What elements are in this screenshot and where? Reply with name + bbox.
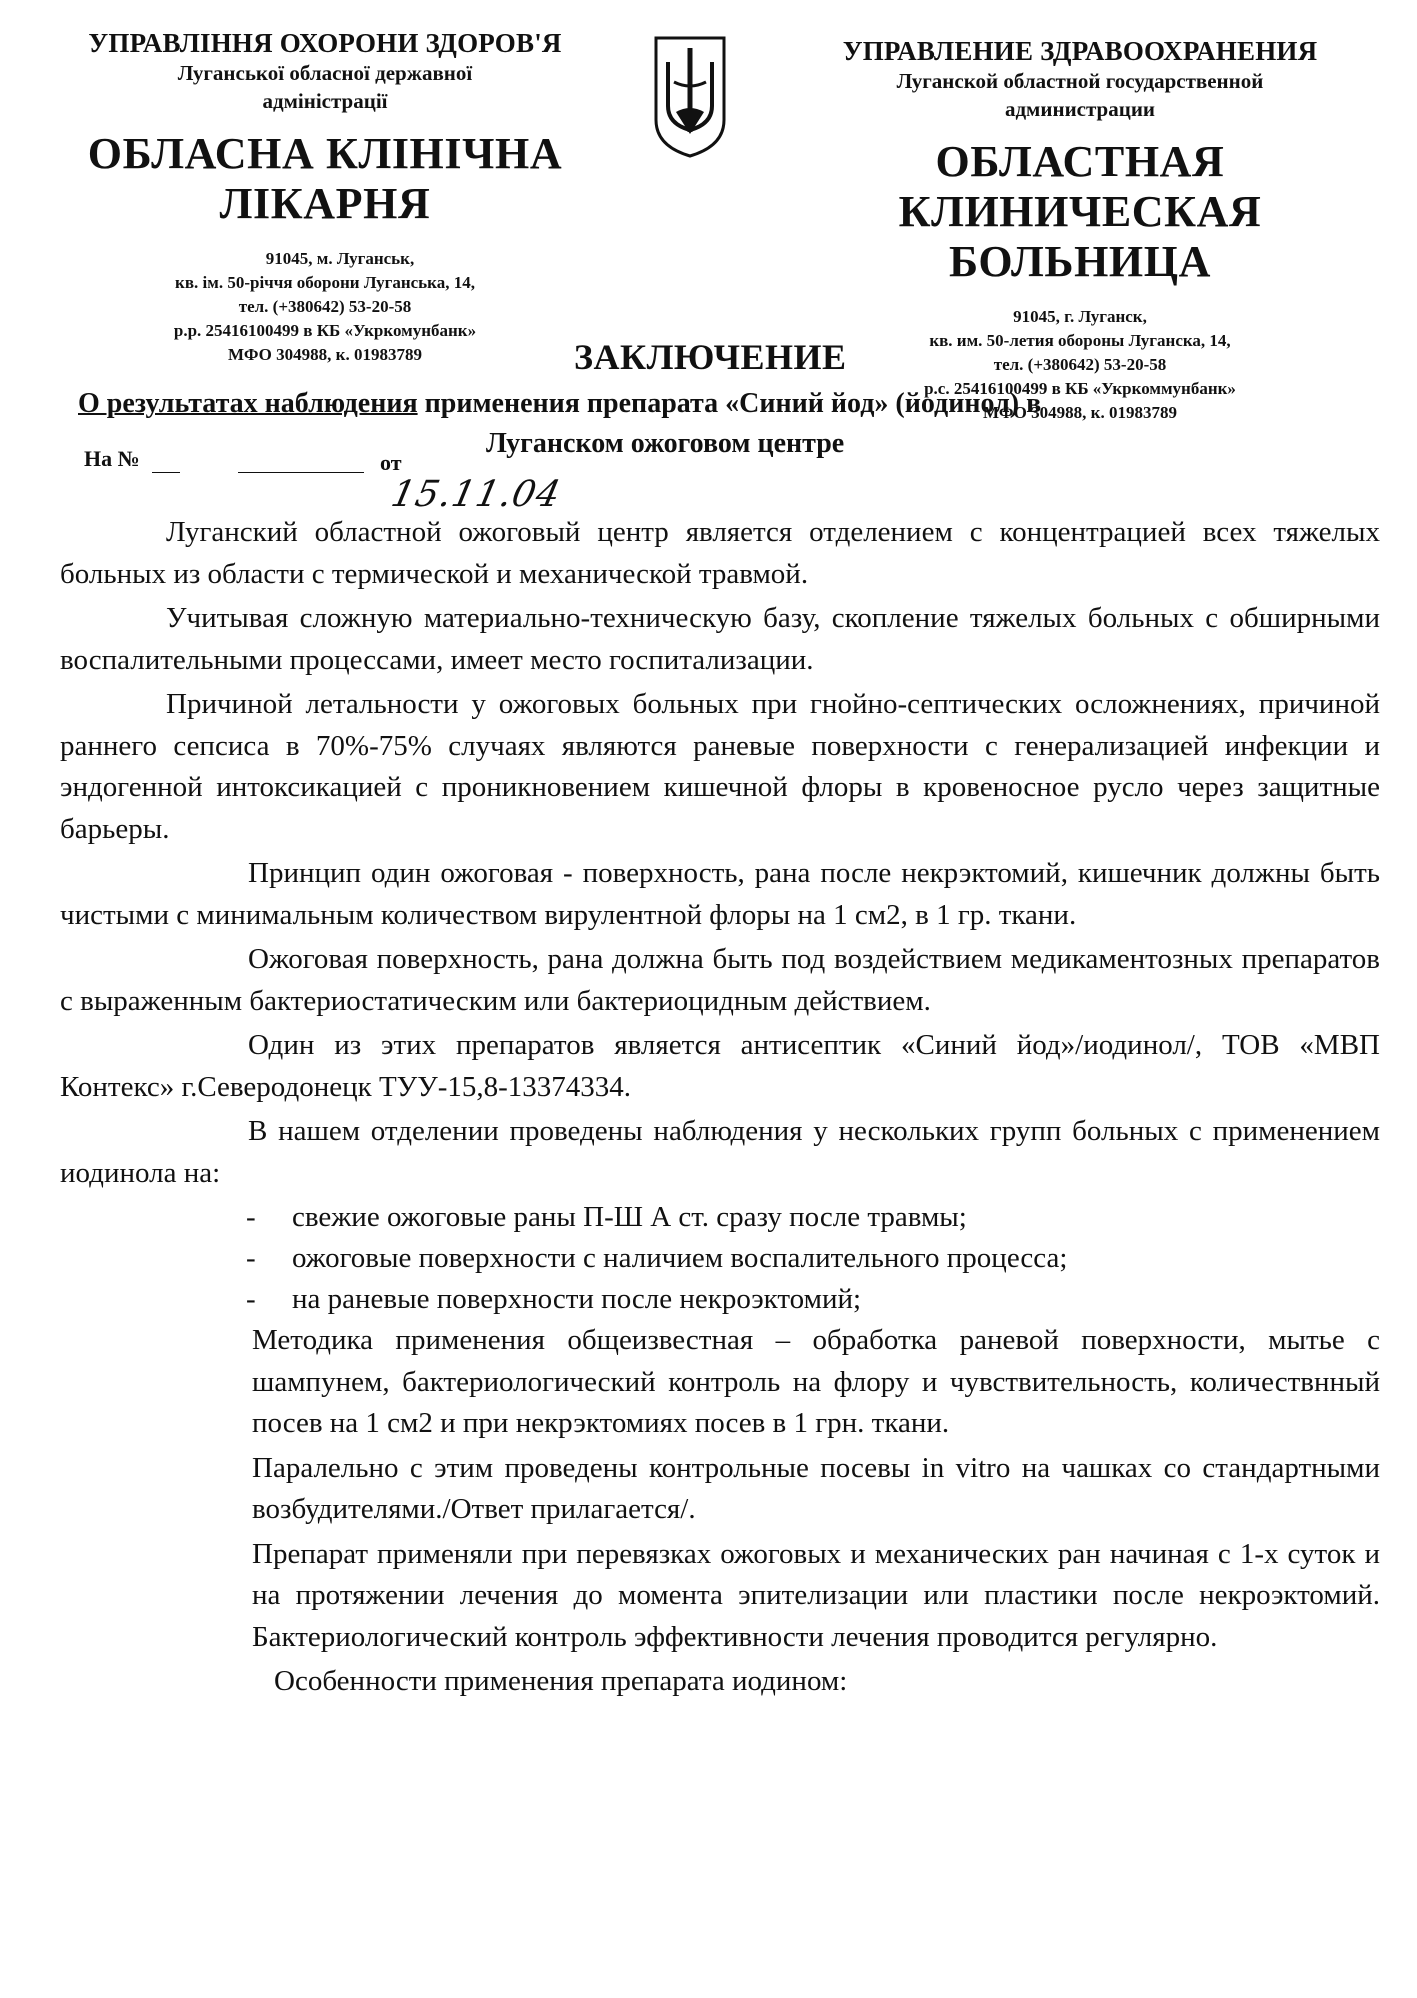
paragraph-9: Паралельно с этим проведены контрольные посевы in vitro на чашках со стандартными возбудителями./Ответ прилагается/. — [252, 1451, 1380, 1525]
right-sub2: администрации — [1004, 97, 1156, 121]
subject-rest: применения препарата «Синий йод» (йодинол) в — [424, 388, 1042, 419]
paragraph-8: Методика применения общеизвестная – обработка раневой поверхности, мытье с шампунем, бактериологический контроль на флору и чувствительность, количествнный посев на 1 см2 и при некрэктомиях посев в 1 грн. ткани. — [252, 1324, 1380, 1439]
subject-line-1 — [78, 388, 1041, 420]
right-addr5: МФО 304988, к. 01983789 — [983, 403, 1177, 422]
paragraph-3: Причиной летальности у ожоговых больных при гнойно-септических осложнениях, причиной раннего сепсиса в 70%-75% случаях являются раневые поверхности с генерализацией инфекции и эндогенной интоксикацией с проникновением кишечной флоры в кровеносное русло через защитные барьеры. — [60, 688, 1380, 845]
list-item: - на раневые поверхности после некроэктомий; — [240, 1279, 1380, 1320]
left-hospital-name — [50, 129, 600, 229]
right-hospital-name — [760, 137, 1400, 287]
right-addr4: р.с. 25416100499 в КБ «Укркоммунбанк» — [924, 379, 1236, 398]
paragraph-6: Один из этих препаратов является антисептик «Синий йод»/иодинол/, ТОВ «МВП Контекс» г.Северодонецк ТУУ-15,8-13374334. — [60, 1029, 1380, 1103]
left-sub2: адміністрації — [262, 89, 388, 113]
right-name1: ОБЛАСТНАЯ КЛИНИЧЕСКАЯ — [898, 137, 1262, 236]
list-item: - ожоговые поверхности с наличием воспалительного процесса; — [240, 1238, 1380, 1279]
document-title: ЗАКЛЮЧЕНИЕ — [574, 337, 847, 377]
list-item: - свежие ожоговые раны П-Ш А ст. сразу после травмы; — [240, 1197, 1380, 1238]
right-header-russian — [760, 36, 1400, 425]
application-list — [60, 1197, 1380, 1320]
right-addr2: кв. им. 50-летия обороны Луганска, 14, — [929, 331, 1231, 350]
ref-number-blank — [152, 472, 180, 473]
left-name1: ОБЛАСНА КЛІНІЧНА — [87, 129, 563, 178]
left-dept: УПРАВЛІННЯ ОХОРОНИ ЗДОРОВ'Я — [88, 28, 562, 58]
left-addr5: МФО 304988, к. 01983789 — [228, 345, 422, 364]
handwritten-date: 15.11.04 — [387, 474, 565, 515]
right-addr3: тел. (+380642) 53-20-58 — [993, 355, 1167, 374]
ref-date-blank — [238, 472, 364, 473]
paragraph-5: Ожоговая поверхность, рана должна быть под воздействием медикаментозных препаратов с выраженным бактериостатическим или бактериоцидным действием. — [60, 943, 1380, 1017]
left-addr1: 91045, м. Луганськ, — [265, 249, 415, 268]
paragraph-1: Луганский областной ожоговый центр является отделением с концентрацией всех тяжелых больных из области с термической и механической травмой. — [60, 516, 1380, 590]
right-dept: УПРАВЛЕНИЕ ЗДРАВООХРАНЕНИЯ — [842, 36, 1318, 66]
subject-line-2: Луганском ожоговом центре — [486, 428, 845, 459]
ref-number-label: На № — [84, 446, 140, 471]
document-body — [60, 512, 1380, 1706]
left-address — [50, 247, 600, 367]
ref-from-label: от — [380, 450, 402, 475]
right-addr1: 91045, г. Луганск, — [1013, 307, 1147, 326]
left-sub1: Луганської обласної державної — [177, 61, 473, 85]
right-sub1: Луганской областной государственной — [896, 69, 1264, 93]
paragraph-4: Принцип один ожоговая - поверхность, рана после некрэктомий, кишечник должны быть чистыми с минимальным количеством вирулентной флоры на 1 см2, в 1 гр. ткани. — [60, 857, 1380, 931]
paragraph-11: Особенности применения препарата иодином: — [274, 1665, 848, 1697]
trident-coat-of-arms-icon — [652, 34, 728, 160]
left-addr4: р.р. 25416100499 в КБ «Укркомунбанк» — [173, 321, 477, 340]
paragraph-7: В нашем отделении проведены наблюдения у нескольких групп больных с применением иодинола на: — [60, 1115, 1380, 1189]
paragraph-2: Учитывая сложную материально-техническую базу, скопление тяжелых больных с обширными воспалительными процессами, имеет место госпитализации. — [60, 602, 1380, 676]
paragraph-10: Препарат применяли при перевязках ожоговых и механических ран начиная с 1-х суток и на протяжении лечения до момента эпителизации или пластики после некроэктомий. Бактериологический контроль эффективности лечения проводится регулярно. — [252, 1537, 1380, 1653]
left-addr3: тел. (+380642) 53-20-58 — [238, 297, 412, 316]
left-header-ukrainian — [50, 28, 600, 367]
subject-underlined: О результатах наблюдения — [78, 388, 418, 419]
left-name2: ЛІКАРНЯ — [219, 179, 431, 228]
right-name2: БОЛЬНИЦА — [949, 237, 1211, 286]
left-addr2: кв. ім. 50-річчя оборони Луганська, 14, — [175, 273, 475, 292]
